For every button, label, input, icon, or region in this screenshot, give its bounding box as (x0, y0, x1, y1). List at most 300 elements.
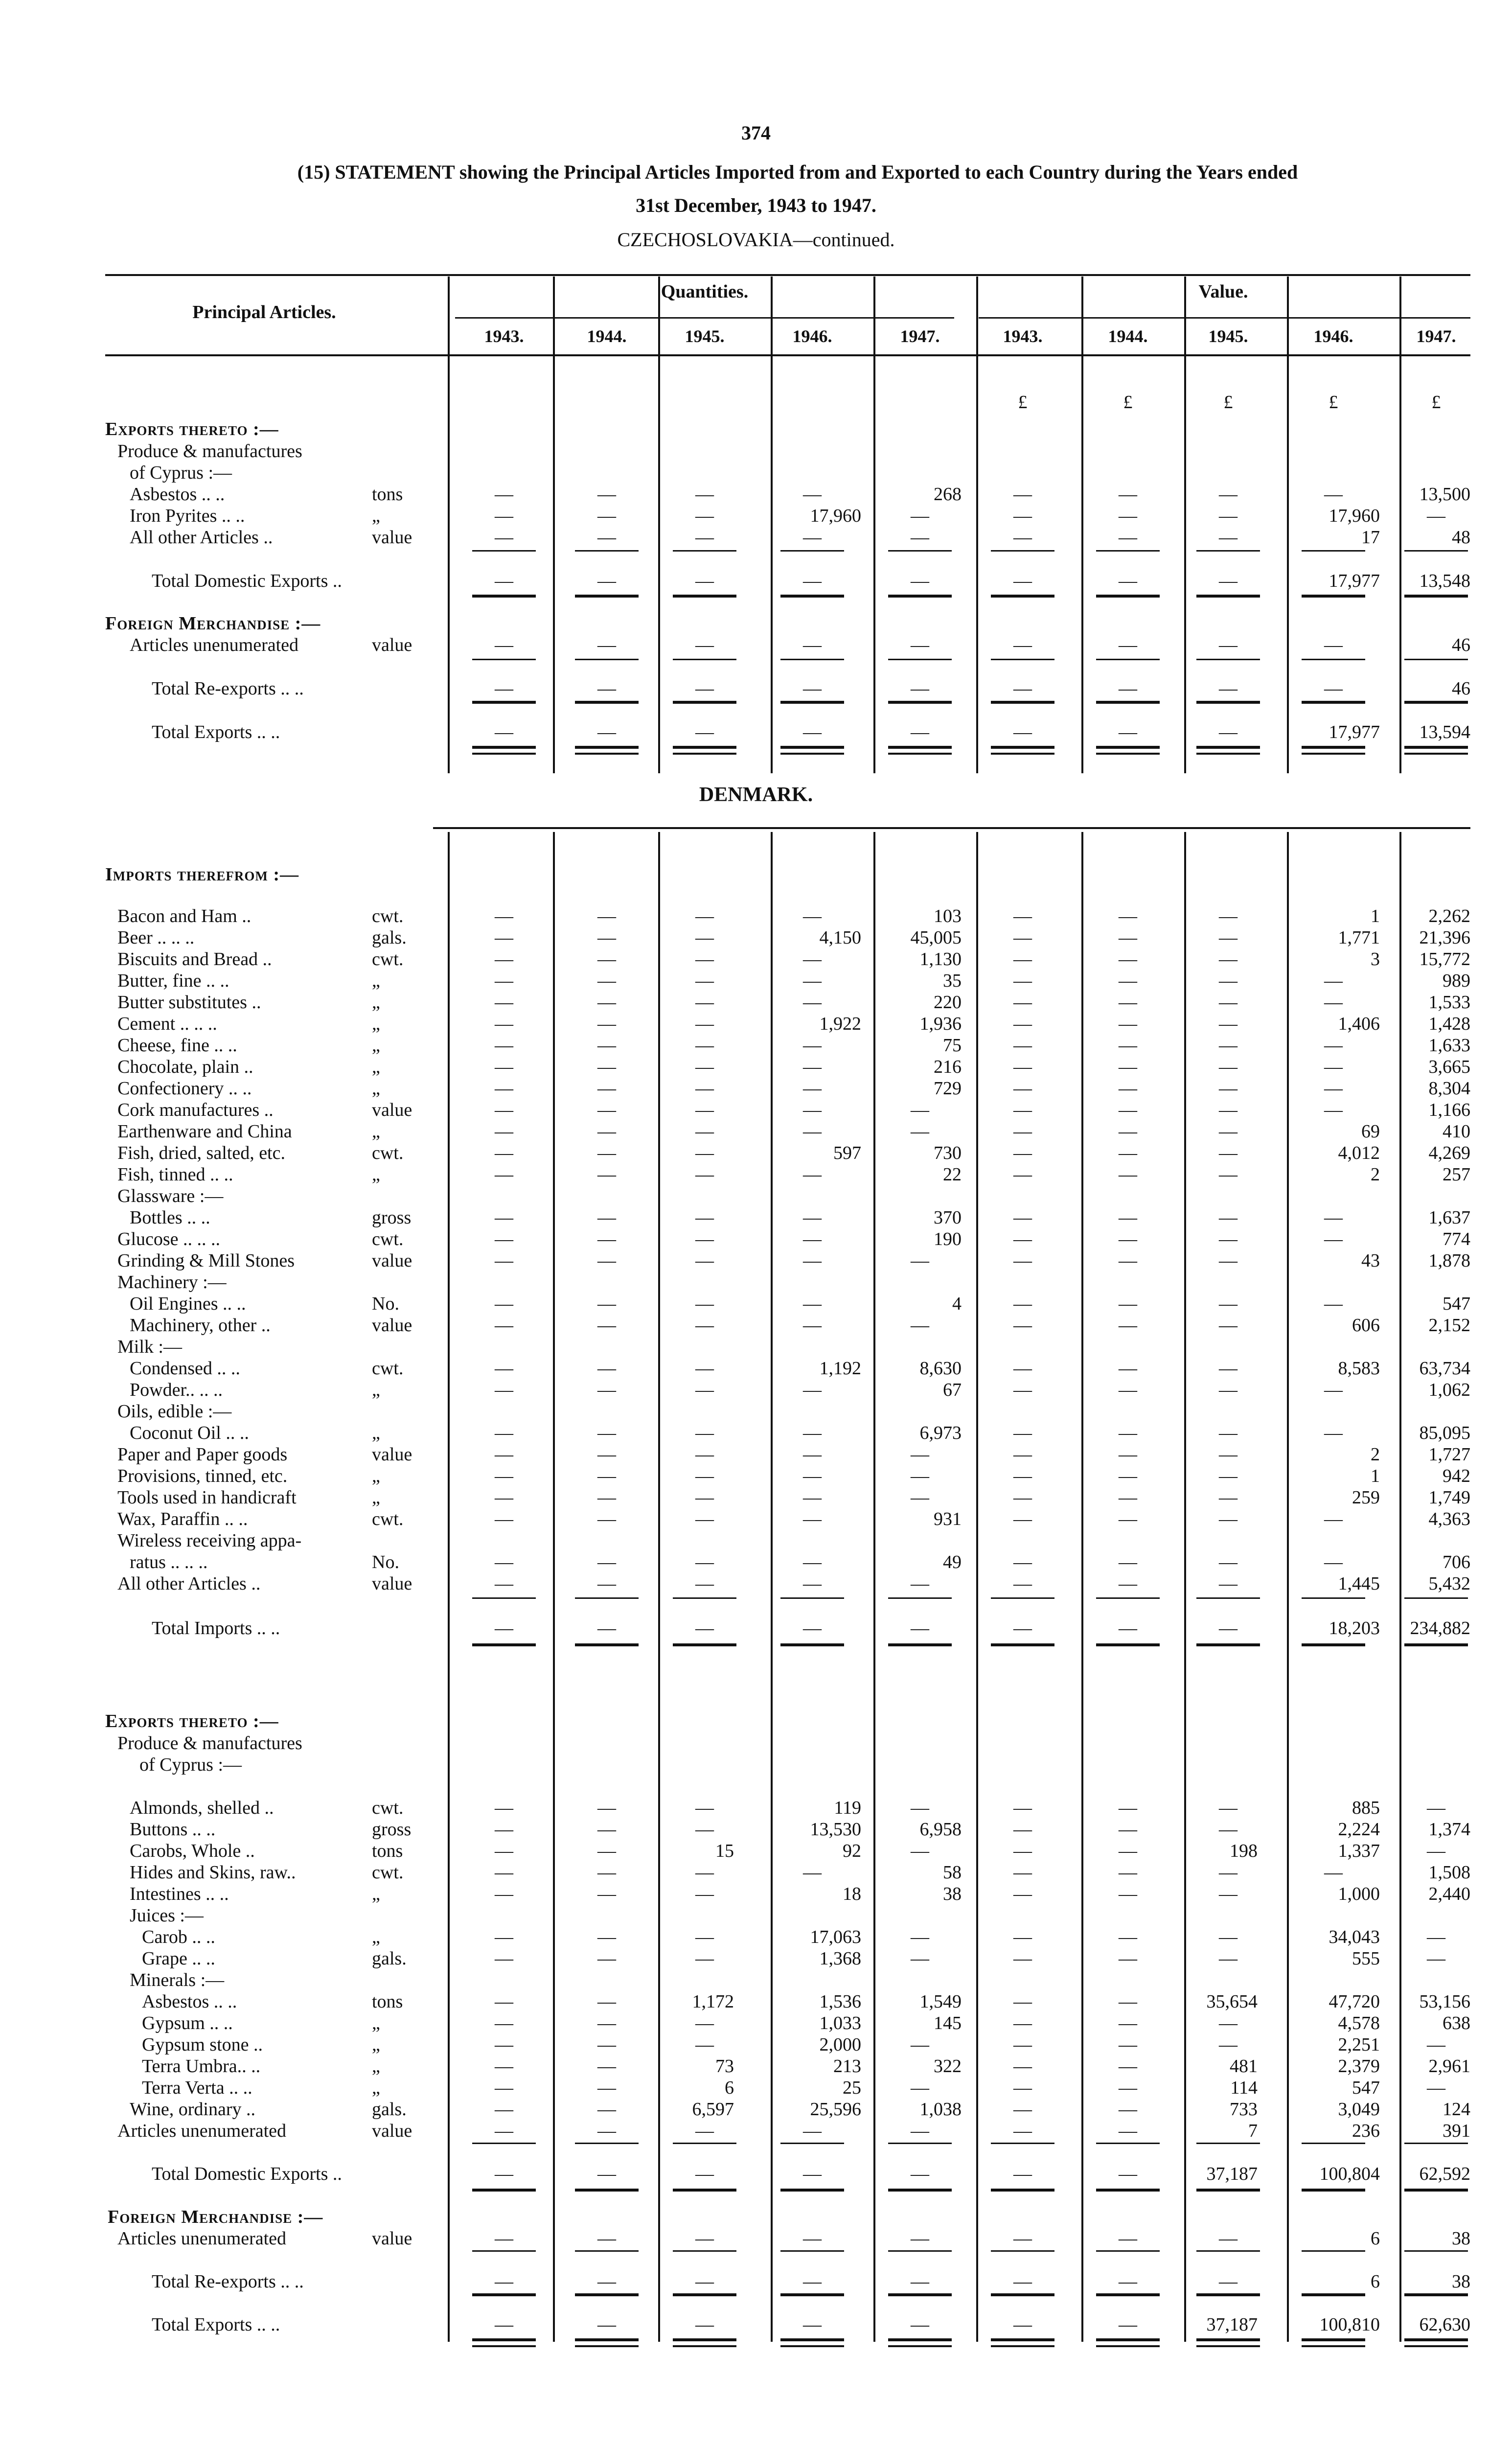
cell-col-8: 69 (1361, 1121, 1380, 1142)
cell-col-9: 3,665 (1428, 1057, 1470, 1077)
total-rule-10-4 (888, 2250, 952, 2252)
cell-col-3: — (803, 2121, 822, 2141)
cell-col-3: — (803, 1552, 822, 1572)
cell-col-8: — (1324, 970, 1343, 991)
row-unit: „ (372, 1014, 380, 1034)
row-label: Intestines .. .. (130, 1884, 229, 1904)
year-header-7: 1945. (1208, 326, 1248, 346)
cell-col-0: — (495, 1991, 513, 2012)
table-row (0, 1358, 1512, 1379)
cell-col-6: — (1119, 506, 1137, 526)
table-row (0, 1401, 1512, 1422)
cell-col-8: 1,445 (1338, 1573, 1380, 1594)
statement-date-range: 31st December, 1943 to 1947. (636, 194, 876, 216)
total-rule-1-7 (1196, 595, 1260, 598)
cell-col-6: — (1119, 1573, 1137, 1594)
cell-col-9: — (1427, 1927, 1445, 1947)
total-rule-3-3 (780, 701, 844, 704)
total-rule-5-1 (575, 753, 639, 755)
cell-col-6: — (1119, 527, 1137, 548)
cell-col-0: — (495, 1618, 513, 1639)
cell-col-3: — (803, 1207, 822, 1228)
cell-col-8: 3,049 (1338, 2099, 1380, 2120)
cell-col-6: — (1119, 1509, 1137, 1529)
row-label: Foreign Merchandise :— (108, 2207, 323, 2227)
cell-col-5: — (1013, 1466, 1032, 1486)
row-unit: „ (372, 2056, 380, 2077)
cell-col-8: — (1324, 1509, 1343, 1529)
cell-col-5: — (1013, 2271, 1032, 2292)
cell-col-2: — (695, 2013, 714, 2033)
cell-col-2: — (695, 1229, 714, 1249)
cell-col-3: — (803, 1444, 822, 1465)
cell-col-6: — (1119, 2099, 1137, 2120)
cell-col-2: — (695, 1250, 714, 1271)
cell-col-4: 730 (934, 1143, 962, 1163)
cell-col-1: — (597, 2056, 616, 2077)
cell-col-0: — (495, 1078, 513, 1099)
cell-col-4: 216 (934, 1057, 962, 1077)
cell-col-7: — (1219, 1862, 1237, 1883)
cell-col-8: — (1324, 1057, 1343, 1077)
cell-col-9: 62,630 (1419, 2314, 1470, 2335)
cell-col-8: 17,977 (1329, 722, 1380, 742)
cell-col-8: 1 (1371, 1466, 1380, 1486)
cell-col-3: — (803, 2164, 822, 2184)
row-label: Oils, edible :— (117, 1401, 232, 1422)
cell-col-1: — (597, 1509, 616, 1529)
total-rule-0-8 (1302, 550, 1365, 552)
cell-col-9: 2,961 (1428, 2056, 1470, 2077)
row-unit: „ (372, 2078, 380, 2098)
cell-col-5: — (1013, 1293, 1032, 1314)
cell-col-1: — (597, 1143, 616, 1163)
table-row (0, 1926, 1512, 1948)
cell-col-3: 119 (834, 1798, 861, 1818)
cell-col-2: — (695, 1927, 714, 1947)
table-row (0, 1710, 1512, 1732)
cell-col-3: 1,922 (819, 1014, 861, 1034)
cell-col-2: — (695, 1164, 714, 1185)
cell-col-8: 18,203 (1329, 1618, 1380, 1639)
cell-col-0: — (495, 1207, 513, 1228)
cell-col-2: — (695, 949, 714, 970)
total-rule-5-6 (1096, 753, 1160, 755)
cell-col-1: — (597, 2271, 616, 2292)
table-row (0, 721, 1512, 743)
cell-col-0: — (495, 1948, 513, 1969)
cell-col-7: 35,654 (1206, 1991, 1258, 2012)
table-row (0, 864, 1512, 885)
row-unit: „ (372, 2013, 380, 2033)
cell-col-4: — (911, 1100, 929, 1120)
cell-col-7: — (1219, 1229, 1237, 1249)
cell-col-8: — (1324, 992, 1343, 1013)
total-rule-13-6 (1096, 2345, 1160, 2347)
total-rule-6-8 (1302, 1597, 1365, 1599)
total-rule-3-7 (1196, 701, 1260, 704)
total-rule-6-9 (1404, 1597, 1468, 1599)
cell-col-0: — (495, 2099, 513, 2120)
cell-col-9: 547 (1443, 1293, 1470, 1314)
cell-col-3: — (803, 2271, 822, 2292)
cell-col-8: 1,337 (1338, 1841, 1380, 1861)
cell-col-0: — (495, 2034, 513, 2055)
total-rule-10-9 (1404, 2250, 1468, 2252)
cell-col-6: — (1119, 1991, 1137, 2012)
row-label: Total Domestic Exports .. (152, 571, 342, 591)
total-rule-5-5 (991, 753, 1054, 755)
cell-col-0: — (495, 1250, 513, 1271)
cell-col-2: 6,597 (692, 2099, 734, 2120)
cell-col-7: — (1219, 1057, 1237, 1077)
row-label: Exports thereto :— (105, 1711, 279, 1731)
table-row (0, 1754, 1512, 1776)
total-rule-8-2 (673, 2143, 736, 2144)
cell-col-1: — (597, 992, 616, 1013)
cell-col-4: — (911, 2034, 929, 2055)
cell-col-1: — (597, 2013, 616, 2033)
cell-col-4: — (911, 2164, 929, 2184)
cell-col-2: — (695, 1884, 714, 1904)
table-row (0, 1508, 1512, 1530)
cell-col-4: 35 (943, 970, 962, 991)
table-row (0, 1056, 1512, 1078)
table-row (0, 1336, 1512, 1358)
row-label: Butter, fine .. .. (117, 970, 229, 991)
cell-col-7: — (1219, 1100, 1237, 1120)
cell-col-4: — (911, 2228, 929, 2249)
row-unit: cwt. (372, 1798, 404, 1818)
cell-col-1: — (597, 1229, 616, 1249)
cell-col-9: — (1427, 506, 1445, 526)
cell-col-3: — (803, 1423, 822, 1443)
total-rule-7-9 (1404, 1643, 1468, 1646)
year-header-9: 1947. (1416, 326, 1456, 346)
cell-col-6: — (1119, 2078, 1137, 2098)
total-rule-7-4 (888, 1643, 952, 1646)
cell-col-8: — (1324, 1380, 1343, 1400)
cell-col-7: — (1219, 527, 1237, 548)
cell-col-6: — (1119, 1358, 1137, 1379)
cell-col-2: — (695, 1143, 714, 1163)
cell-col-7: — (1219, 1552, 1237, 1572)
cell-col-8: 100,804 (1319, 2164, 1380, 2184)
total-rule-9-9 (1404, 2189, 1468, 2192)
total-rule-4-5 (991, 746, 1054, 749)
cell-col-8: 885 (1352, 1798, 1380, 1818)
total-rule-4-6 (1096, 746, 1160, 749)
cell-col-3: — (803, 1100, 822, 1120)
cell-col-2: — (695, 1078, 714, 1099)
cell-col-5: — (1013, 970, 1032, 991)
year-separator-7 (1399, 324, 1401, 348)
cell-col-0: — (495, 1121, 513, 1142)
cell-col-4: 8,630 (919, 1358, 962, 1379)
page-number: 374 (741, 122, 771, 144)
cell-col-8: 8,583 (1338, 1358, 1380, 1379)
table-row (0, 1207, 1512, 1228)
row-unit: „ (372, 506, 380, 526)
cell-col-3: — (803, 527, 822, 548)
total-rule-1-8 (1302, 595, 1365, 598)
cell-col-4: 67 (943, 1380, 962, 1400)
row-label: Total Re-exports .. .. (152, 2271, 304, 2292)
total-rule-7-6 (1096, 1643, 1160, 1646)
year-header-6: 1944. (1108, 326, 1148, 346)
cell-col-5: — (1013, 1862, 1032, 1883)
cell-col-5: — (1013, 1927, 1032, 1947)
total-rule-4-1 (575, 746, 639, 749)
table-row (0, 970, 1512, 992)
row-label: Cement .. .. .. (117, 1014, 217, 1034)
cell-col-8: — (1324, 1423, 1343, 1443)
cell-col-6: — (1119, 1057, 1137, 1077)
cell-col-7: — (1219, 970, 1237, 991)
cell-col-1: — (597, 571, 616, 591)
total-rule-6-3 (780, 1597, 844, 1599)
cell-col-3: — (803, 2314, 822, 2335)
total-rule-11-0 (472, 2293, 536, 2296)
cell-col-4: 145 (934, 2013, 962, 2033)
cell-col-3: — (803, 1250, 822, 1271)
total-rule-11-3 (780, 2293, 844, 2296)
cell-col-4: — (911, 571, 929, 591)
cell-col-4: 931 (934, 1509, 962, 1529)
cell-col-5: — (1013, 992, 1032, 1013)
cell-col-0: — (495, 949, 513, 970)
cell-col-2: — (695, 1358, 714, 1379)
cell-col-2: — (695, 1057, 714, 1077)
total-rule-10-6 (1096, 2250, 1160, 2252)
total-rule-7-8 (1302, 1643, 1365, 1646)
cell-col-6: — (1119, 635, 1137, 655)
cell-col-5: — (1013, 1143, 1032, 1163)
cell-col-6: — (1119, 2056, 1137, 2077)
cell-col-0: — (495, 2271, 513, 2292)
row-label: Almonds, shelled .. (130, 1798, 274, 1818)
cell-col-1: — (597, 2034, 616, 2055)
table-row (0, 2099, 1512, 2120)
cell-col-2: — (695, 722, 714, 742)
cell-col-7: — (1219, 1466, 1237, 1486)
cell-col-5: — (1013, 1229, 1032, 1249)
row-unit: gals. (372, 1948, 407, 1969)
cell-col-4: 729 (934, 1078, 962, 1099)
cell-col-0: — (495, 1466, 513, 1486)
cell-col-2: — (695, 992, 714, 1013)
row-label: Wax, Paraffin .. .. (117, 1509, 248, 1529)
table-row (0, 527, 1512, 548)
cell-col-8: 2 (1371, 1164, 1380, 1185)
row-unit: value (372, 2228, 412, 2249)
cell-col-9: 48 (1452, 527, 1470, 548)
table-row (0, 1530, 1512, 1551)
row-label: All other Articles .. (117, 1573, 261, 1594)
cell-col-7: 114 (1230, 2078, 1258, 2098)
table-row (0, 440, 1512, 462)
row-unit: value (372, 1315, 412, 1336)
total-rule-9-6 (1096, 2189, 1160, 2192)
cell-col-4: — (911, 1573, 929, 1594)
total-rule-11-7 (1196, 2293, 1260, 2296)
cell-col-0: — (495, 1552, 513, 1572)
currency-symbol-7: £ (1223, 392, 1233, 413)
cell-col-5: — (1013, 1207, 1032, 1228)
cell-col-4: — (911, 1444, 929, 1465)
total-rule-12-5 (991, 2338, 1054, 2341)
cell-col-3: — (803, 970, 822, 991)
cell-col-0: — (495, 635, 513, 655)
cell-col-9: 15,772 (1419, 949, 1470, 970)
table-row (0, 484, 1512, 505)
cell-col-0: — (495, 1057, 513, 1077)
cell-col-2: — (695, 1100, 714, 1120)
cell-col-0: — (495, 2164, 513, 2184)
cell-col-6: — (1119, 1078, 1137, 1099)
cell-col-5: — (1013, 678, 1032, 699)
row-label: Grape .. .. (142, 1948, 215, 1969)
cell-col-7: — (1219, 1164, 1237, 1185)
total-rule-4-7 (1196, 746, 1260, 749)
cell-col-8: 34,043 (1329, 1927, 1380, 1947)
cell-col-1: — (597, 1841, 616, 1861)
cell-col-6: — (1119, 1444, 1137, 1465)
total-rule-0-1 (575, 550, 639, 552)
cell-col-0: — (495, 1164, 513, 1185)
total-rule-3-6 (1096, 701, 1160, 704)
cell-col-1: — (597, 1798, 616, 1818)
total-rule-6-2 (673, 1597, 736, 1599)
cell-col-3: — (803, 1121, 822, 1142)
cell-col-8: — (1324, 1229, 1343, 1249)
quantities-header: Quantities. (661, 281, 749, 302)
cell-col-8: 17 (1361, 527, 1380, 548)
table-row (0, 948, 1512, 970)
year-separator-4 (1081, 324, 1083, 348)
cell-col-8: 4,012 (1338, 1143, 1380, 1163)
cell-col-7: — (1219, 2271, 1237, 2292)
cell-col-5: — (1013, 2314, 1032, 2335)
cell-col-5: — (1013, 1250, 1032, 1271)
cell-col-2: — (695, 1552, 714, 1572)
cell-col-7: — (1219, 1380, 1237, 1400)
cell-col-3: — (803, 1509, 822, 1529)
cell-col-2: — (695, 527, 714, 548)
cell-col-1: — (597, 1884, 616, 1904)
row-label: Biscuits and Bread .. (117, 949, 272, 970)
cell-col-1: — (597, 527, 616, 548)
total-rule-2-5 (991, 659, 1054, 660)
cell-col-8: 1 (1371, 906, 1380, 926)
cell-col-2: — (695, 2271, 714, 2292)
cell-col-1: — (597, 635, 616, 655)
cell-col-0: — (495, 1293, 513, 1314)
total-rule-5-7 (1196, 753, 1260, 755)
cell-col-9: 942 (1443, 1466, 1470, 1486)
cell-col-2: — (695, 1380, 714, 1400)
cell-col-6: — (1119, 1552, 1137, 1572)
cell-col-1: — (597, 1358, 616, 1379)
cell-col-1: — (597, 2099, 616, 2120)
row-label: Produce & manufactures (117, 441, 302, 462)
year-separator-0 (553, 324, 555, 348)
row-unit: „ (372, 1380, 380, 1400)
cell-col-4: — (911, 1487, 929, 1508)
row-label: Articles unenumerated (117, 2228, 287, 2249)
total-rule-8-7 (1196, 2143, 1260, 2144)
cell-col-4: — (911, 678, 929, 699)
row-unit: „ (372, 1884, 380, 1904)
row-label: Glucose .. .. .. (117, 1229, 221, 1249)
table-row (0, 1883, 1512, 1905)
cell-col-8: 555 (1352, 1948, 1380, 1969)
cell-col-6: — (1119, 1841, 1137, 1861)
cell-col-5: — (1013, 571, 1032, 591)
total-rule-9-0 (472, 2189, 536, 2192)
row-label: All other Articles .. (130, 527, 273, 548)
total-rule-6-0 (472, 1597, 536, 1599)
cell-col-1: — (597, 1927, 616, 1947)
cell-col-6: — (1119, 1100, 1137, 1120)
total-rule-11-5 (991, 2293, 1054, 2296)
total-rule-4-2 (673, 746, 736, 749)
cell-col-1: — (597, 1035, 616, 1056)
cell-col-6: — (1119, 1164, 1137, 1185)
cell-col-6: — (1119, 1380, 1137, 1400)
cell-col-9: — (1427, 1841, 1445, 1861)
cell-col-5: — (1013, 1948, 1032, 1969)
cell-col-7: 733 (1230, 2099, 1258, 2120)
cell-col-2: — (695, 1509, 714, 1529)
cell-col-6: — (1119, 1487, 1137, 1508)
cell-col-8: 606 (1352, 1315, 1380, 1336)
cell-col-1: — (597, 2078, 616, 2098)
cell-col-9: — (1427, 1798, 1445, 1818)
total-rule-9-5 (991, 2189, 1054, 2192)
cell-col-4: — (911, 2078, 929, 2098)
table-row (0, 1862, 1512, 1883)
row-label: Bottles .. .. (130, 1207, 210, 1228)
cell-col-7: — (1219, 678, 1237, 699)
row-unit: „ (372, 1423, 380, 1443)
cell-col-4: 322 (934, 2056, 962, 2077)
cell-col-6: — (1119, 1207, 1137, 1228)
total-rule-4-4 (888, 746, 952, 749)
cell-col-5: — (1013, 1164, 1032, 1185)
table-row (0, 1121, 1512, 1142)
cell-col-5: — (1013, 1315, 1032, 1336)
cell-col-3: — (803, 484, 822, 505)
row-unit: tons (372, 1991, 403, 2012)
cell-col-3: — (803, 2228, 822, 2249)
table-row (0, 1465, 1512, 1487)
cell-col-8: 547 (1352, 2078, 1380, 2098)
cell-col-9: 124 (1443, 2099, 1470, 2120)
currency-symbol-6: £ (1123, 392, 1133, 413)
row-unit: „ (372, 1035, 380, 1056)
row-unit: gals. (372, 927, 407, 948)
total-rule-8-0 (472, 2143, 536, 2144)
year-separator-3 (873, 324, 875, 348)
cell-col-0: — (495, 1358, 513, 1379)
cell-col-3: 17,063 (810, 1927, 861, 1947)
table-row (0, 2163, 1512, 2185)
row-label: Glassware :— (117, 1186, 224, 1206)
year-header-5: 1943. (1003, 326, 1043, 346)
cell-col-8: 4,578 (1338, 2013, 1380, 2033)
cell-col-4: 38 (943, 1884, 962, 1904)
